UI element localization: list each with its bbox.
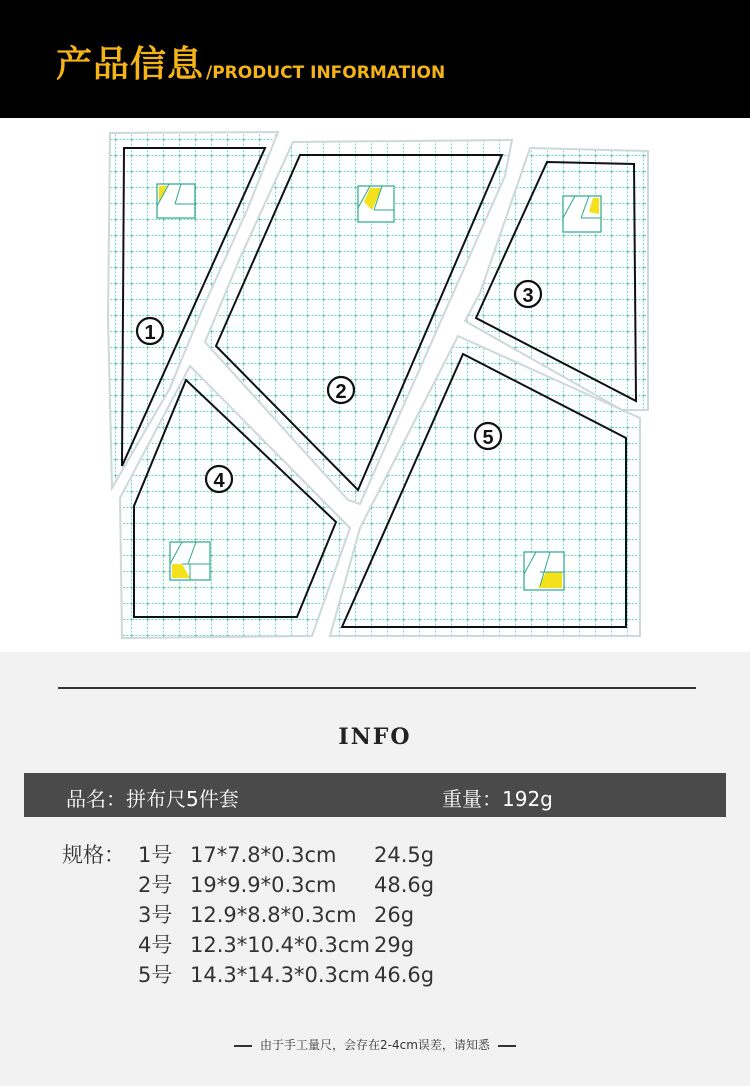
label-circle-2 [328, 377, 354, 403]
spec-dimensions: 19*9.9*0.3cm [190, 873, 337, 897]
spec-row [62, 840, 434, 870]
ruler-set-illustration [0, 118, 750, 652]
spec-weight: 46.6g [374, 963, 435, 987]
dash-left [234, 1045, 252, 1047]
spec-weight: 26g [374, 903, 415, 927]
label-circle-4 [206, 466, 232, 492]
title-cn: 产品信息 [56, 44, 205, 85]
page-title [56, 36, 445, 87]
spec-number: 1号 [138, 843, 173, 867]
label-circle-3 [515, 281, 541, 307]
product-summary-bar [24, 773, 726, 817]
mini-diagram-1 [157, 184, 195, 218]
spec-number: 4号 [138, 933, 173, 957]
spec-dimensions: 14.3*14.3*0.3cm [190, 963, 370, 987]
product-photo [0, 118, 750, 652]
spec-dimensions: 12.9*8.8*0.3cm [190, 903, 357, 927]
label-4: 4 [213, 470, 225, 492]
note-text: 由于手工量尺，会存在2-4cm误差，请知悉 [260, 1038, 490, 1052]
spec-weight: 48.6g [374, 873, 435, 897]
section-divider [58, 687, 696, 689]
spec-row [62, 960, 434, 990]
info-heading: INFO [338, 724, 412, 750]
mini-diagram-3 [563, 196, 601, 232]
label-3: 3 [522, 285, 534, 307]
mini-diagram-2 [358, 186, 394, 222]
spec-label: 规格： [62, 843, 125, 867]
label-circle-5 [475, 423, 501, 449]
spec-row [62, 930, 434, 960]
spec-dimensions: 12.3*10.4*0.3cm [190, 933, 370, 957]
spec-weight: 24.5g [374, 843, 435, 867]
footnote [0, 1036, 750, 1053]
spec-number: 3号 [138, 903, 173, 927]
spec-dimensions: 17*7.8*0.3cm [190, 843, 337, 867]
title-en: /PRODUCT INFORMATION [206, 63, 446, 83]
product-name: 品名：拼布尺5件套 [66, 787, 239, 811]
spec-list [62, 840, 434, 990]
spec-number: 2号 [138, 873, 173, 897]
label-circle-1 [137, 318, 163, 344]
spec-row [62, 900, 434, 930]
dash-right [498, 1045, 516, 1047]
spec-number: 5号 [138, 963, 173, 987]
product-weight: 重量：192g [442, 787, 553, 811]
mini-diagram-4 [170, 542, 210, 580]
label-2: 2 [335, 381, 347, 403]
spec-row [62, 870, 434, 900]
spec-weight: 29g [374, 933, 415, 957]
header-banner [0, 0, 750, 118]
label-1: 1 [144, 322, 156, 344]
mini-diagram-5 [524, 552, 564, 590]
label-5: 5 [482, 427, 494, 449]
